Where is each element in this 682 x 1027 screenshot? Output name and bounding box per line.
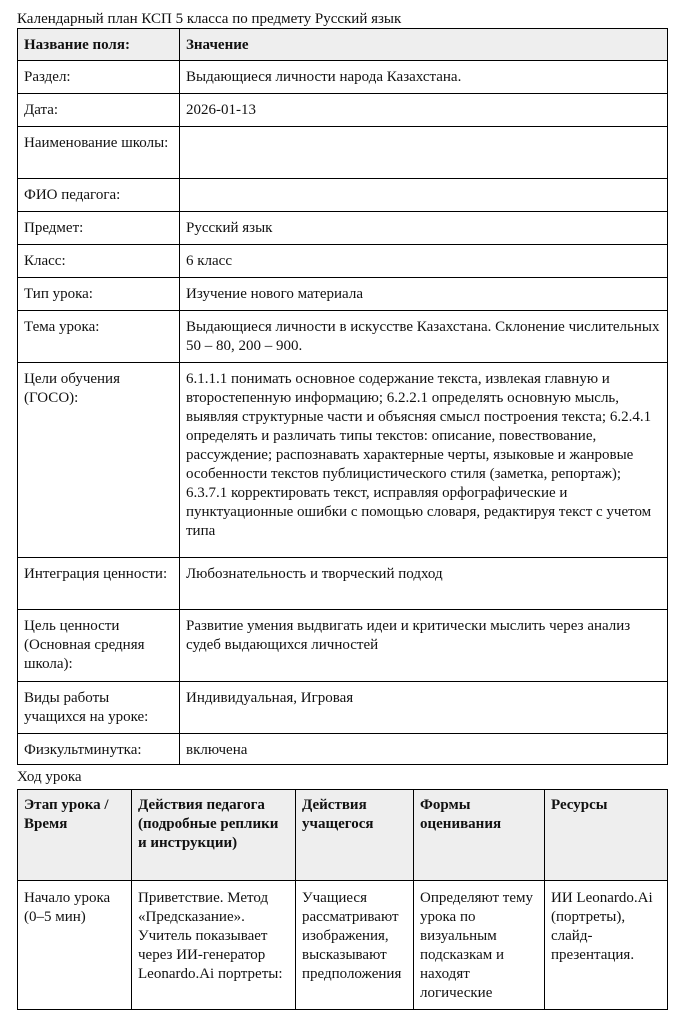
field-value: Индивидуальная, Игровая [180,682,668,734]
document [17,0,667,1010]
cell-teacher [132,881,296,1010]
info-row-exercise [18,734,668,765]
header-assessment: Формы оценивания [414,790,545,881]
field-label: Цели обучения (ГОСО): [18,363,180,558]
info-row-subject [18,212,668,245]
field-label: ФИО педагога: [18,179,180,212]
field-label: Физкультминутка: [18,734,180,765]
field-label: Дата: [18,94,180,127]
field-value: Выдающиеся личности в искусстве Казахстана. Склонение числительных 50 – 80, 200 – 900. [180,311,668,363]
cell-student-text: Учащиеся рассматривают изображения, высказывают предположения [302,890,402,982]
field-label: Тип урока: [18,278,180,311]
cell-stage [18,881,132,1010]
field-value: 6 класс [180,245,668,278]
info-row-grade [18,245,668,278]
cell-teacher-text: Приветствие. Метод «Предсказание». Учитель показывает через ИИ-генератор Leonardo.Ai портреты: [138,890,283,982]
info-row-work-types [18,682,668,734]
info-row-lesson-type [18,278,668,311]
info-row-value-goal [18,610,668,682]
cell-stage-text: Начало урока (0–5 мин) [24,890,111,925]
field-value [180,363,668,558]
table-row [18,881,668,1010]
field-value [180,127,668,179]
info-row-teacher [18,179,668,212]
field-value: Выдающиеся личности народа Казахстана. [180,61,668,94]
field-value: Любознательность и творческий подход [180,558,668,610]
info-row-school [18,127,668,179]
header-student-actions: Действия учащегося [296,790,414,881]
field-label: Класс: [18,245,180,278]
field-label: Тема урока: [18,311,180,363]
info-row-section [18,61,668,94]
field-label: Виды работы учащихся на уроке: [18,682,180,734]
info-row-topic [18,311,668,363]
info-row-objectives [18,363,668,558]
field-label: Наименование школы: [18,127,180,179]
lesson-caption: Ход урока [17,769,82,785]
info-row-date [18,94,668,127]
header-resources: Ресурсы [545,790,668,881]
field-value: Русский язык [180,212,668,245]
objectives-text: 6.1.1.1 понимать основное содержание текста, извлекая главную и второстепенную информацию; 6.2.2.1 определять основную мысль, выявляя структурные части и объясняя смысл построения текста; 6.2.4.1 определять и различать типы текстов: описание, повествование, рассуждение; распознавать характерные черты, языковые и жанровые особенности текстов публицистического стиля (заметка, репортаж); [186,371,652,482]
lesson-table-header [18,790,668,881]
cell-student [296,881,414,1010]
field-label: Цель ценности (Основная средняя школа): [18,610,180,682]
lesson-table [17,789,668,1010]
cell-resources [545,881,668,1010]
info-table-header [18,29,668,61]
objectives-text-extra: 6.3.7.1 корректировать текст, исправляя орфографические и пунктуационные ошибки с помощью словаря, редактируя текст с учетом типа [186,485,652,539]
header-stage: Этап урока / Время [18,790,132,881]
cell-resources-text: ИИ Leonardo.Ai (портреты), слайд-презентация. [551,890,653,963]
field-value: включена [180,734,668,765]
field-value: Развитие умения выдвигать идеи и критически мыслить через анализ судеб выдающихся личностей [180,610,668,682]
cell-assessment [414,881,545,1010]
info-header-field: Название поля: [18,29,180,61]
document-title: Календарный план КСП 5 класса по предмету Русский язык [17,11,402,27]
cell-assessment-text: Определяют тему урока по визуальным подсказкам и находят логические [420,890,534,1001]
field-value [180,179,668,212]
info-header-value: Значение [180,29,668,61]
field-value: 2026-01-13 [180,94,668,127]
info-row-values [18,558,668,610]
field-value: Изучение нового материала [180,278,668,311]
field-label: Раздел: [18,61,180,94]
field-label: Интеграция ценности: [18,558,180,610]
header-teacher-actions: Действия педагога (подробные реплики и инструкции) [132,790,296,881]
field-label: Предмет: [18,212,180,245]
info-table [17,28,668,765]
